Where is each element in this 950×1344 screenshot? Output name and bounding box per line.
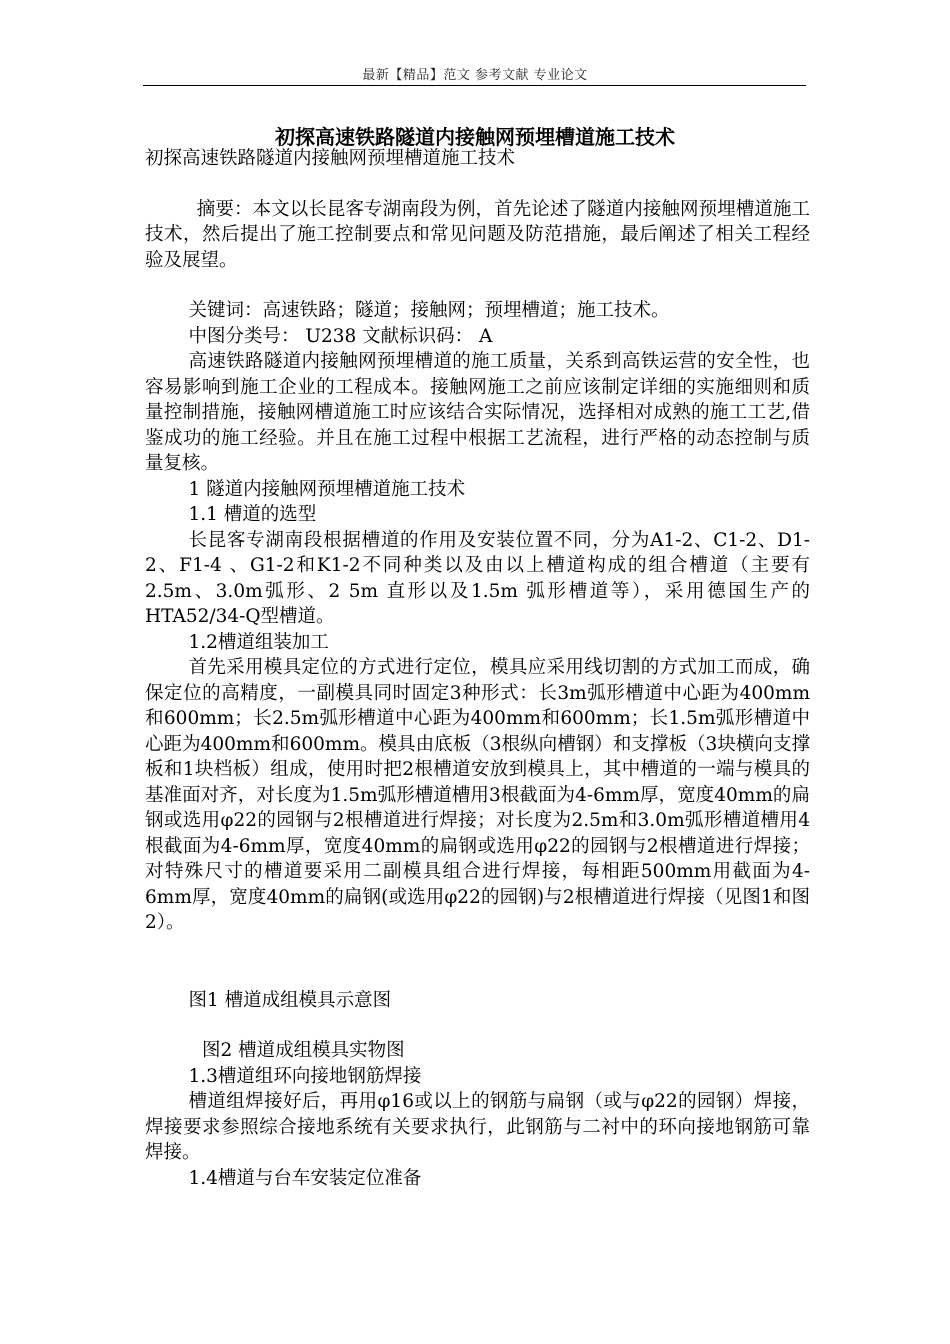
- section-heading-1-2: 1.2槽道组装加工: [188, 631, 329, 653]
- document-body: [145, 146, 810, 1191]
- section-1-3-paragraph: 槽道组焊接好后，再用φ16或以上的钢筋与扁钢（或与φ22的园钢）焊接，焊接要求参照综合接地系统有关要求执行，此钢筋与二衬中的环向接地钢筋可靠焊接。: [145, 1091, 810, 1163]
- figure-placeholder-space: [145, 936, 810, 988]
- intro-paragraph: 高速铁路隧道内接触网预埋槽道的施工质量，关系到高铁运营的安全性，也容易影响到施工企业的工程成本。接触网施工之前应该制定详细的实施细则和质量控制措施，接触网槽道施工时应该结合实际情况，选择相对成熟的施工工艺,借鉴成功的施工经验。并且在施工过程中根据工艺流程，进行严格的动态控制与质量复核。: [145, 351, 810, 474]
- section-1-2-paragraph: 首先采用模具定位的方式进行定位，模具应采用线切割的方式加工而成，确保定位的高精度，一副模具同时固定3种形式：长3m弧形槽道中心距为400mm和600mm；长2.5m弧形槽道中心距为400mm和600mm；长1.5m弧形槽道中心距为400mm和600mm。模具由底板（3根纵向槽钢）和支撑板（3块横向支撑板和1块档板）组成，使用时把2根槽道安放到模具上，其中槽道的一端与模具的基准面对齐，对长度为1.5m弧形槽道槽用3根截面为4-6mm厚，宽度40mm的扁钢或选用φ22的园钢与2根槽道进行焊接；对长度为2.5m和3.0m弧形槽道槽用4根截面为4-6mm厚，宽度40mm的扁钢或选用φ22的园钢与2根槽道进行焊接；对特殊尺寸的槽道要采用二副模具组合进行焊接，每相距500mm用截面为4-6mm厚，宽度40mm的扁钢(或选用φ22的园钢)与2根槽道进行焊接（见图1和图2）。: [145, 657, 810, 933]
- figure-1-caption: 图1 槽道成组模具示意图: [188, 989, 392, 1011]
- header-divider: [143, 85, 806, 86]
- figure-2-caption: 图2 槽道成组模具实物图: [202, 1040, 405, 1061]
- page-header-text: 最新【精品】范文 参考文献 专业论文: [362, 68, 588, 83]
- section-heading-1-3: 1.3槽道组环向接地钢筋焊接: [188, 1065, 422, 1087]
- section-1-1-paragraph: 长昆客专湖南段根据槽道的作用及安装位置不同，分为A1-2、C1-2、D1-2、F1-4 、G1-2和K1-2不同种类以及由以上槽道构成的组合槽道（主要有2.5m、3.0m弧形、2 5m 直形以及1.5m 弧形槽道等），采用德国生产的HTA52/34-Q型槽道。: [145, 529, 810, 627]
- keywords-line: 关键词：高速铁路；隧道；接触网；预埋槽道；施工技术。: [188, 300, 670, 321]
- document-title: 初探高速铁路隧道内接触网预埋槽道施工技术: [275, 125, 675, 149]
- spacer: [145, 273, 810, 298]
- subtitle-line: 初探高速铁路隧道内接触网预埋槽道施工技术: [145, 148, 516, 169]
- spacer: [145, 172, 810, 197]
- section-heading-1-1: 1.1 槽道的选型: [188, 504, 317, 525]
- section-heading-1-4: 1.4槽道与台车安装定位准备: [188, 1167, 422, 1189]
- classification-line: 中图分类号： U238 文献标识码： A: [188, 325, 493, 347]
- abstract-paragraph: 摘要：本文以长昆客专湖南段为例，首先论述了隧道内接触网预埋槽道施工技术，然后提出了施工控制要点和常见问题及防范措施，最后阐述了相关工程经验及展望。: [145, 198, 810, 271]
- section-heading-1: 1 隧道内接触网预埋槽道施工技术: [188, 478, 466, 500]
- spacer: [145, 1013, 810, 1038]
